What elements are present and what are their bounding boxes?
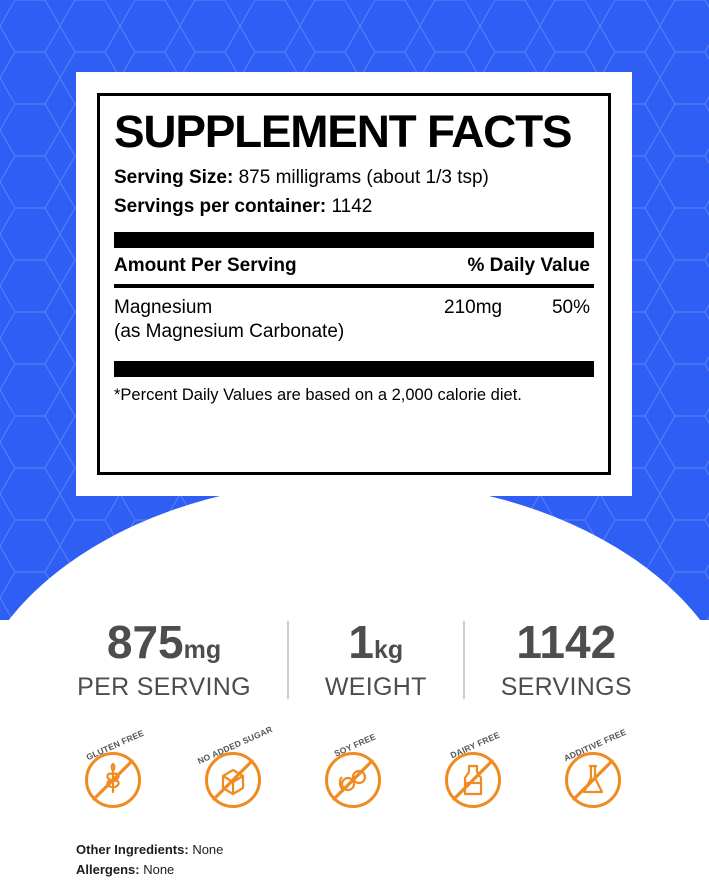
nutrient-name: Magnesium (114, 296, 213, 318)
slash-icon (565, 752, 621, 808)
other-ingredients-value: None (192, 842, 224, 857)
allergens-label: Allergens: (76, 862, 140, 878)
badge-label: DAIRY FREE (448, 729, 501, 761)
slash-icon (85, 752, 141, 808)
stat-per-serving (41, 615, 287, 702)
badge-gluten-free (67, 726, 163, 822)
stat-value: 875 (106, 615, 184, 668)
servings-per-container-label: Servings per container: (114, 195, 327, 217)
daily-value-header: % Daily Value (467, 254, 590, 276)
table-header-row (114, 248, 594, 284)
nutrient-main-line (114, 296, 594, 321)
servings-per-container-row (114, 194, 594, 220)
stat-value-row (501, 615, 632, 668)
slash-icon (325, 752, 381, 808)
nutrient-amount: 210mg (444, 296, 503, 318)
slash-icon (445, 752, 501, 808)
nutrient-daily-value: 50% (551, 296, 590, 318)
thick-rule-bottom (114, 361, 594, 377)
nutrient-source: (as Magnesium Carbonate) (114, 321, 345, 343)
certification-badges (0, 723, 709, 826)
table-row (114, 288, 594, 349)
daily-value-footnote: *Percent Daily Values are based on a 2,000 calorie diet. (114, 385, 522, 404)
badge-dairy-free (427, 726, 523, 822)
thick-rule-top (114, 232, 594, 248)
badge-label: ADDITIVE FREE (561, 726, 628, 764)
stat-value: 1 (348, 615, 374, 668)
slash-icon (205, 752, 261, 808)
stat-value: 1142 (516, 615, 617, 668)
footer-text (76, 840, 636, 880)
supplement-facts-panel (76, 72, 632, 496)
stat-servings (465, 615, 668, 702)
supplement-facts-border (97, 93, 611, 475)
stat-label: SERVINGS (500, 672, 632, 701)
stat-unit: mg (183, 635, 222, 664)
allergens-row (76, 860, 636, 880)
other-ingredients-label: Other Ingredients: (76, 842, 189, 857)
badge-no-added-sugar (187, 723, 283, 822)
badge-label: NO ADDED SUGAR (195, 723, 274, 767)
stat-weight (289, 615, 463, 702)
allergens-value: None (143, 862, 175, 878)
serving-size-label: Serving Size: (114, 167, 234, 189)
stat-label: WEIGHT (324, 672, 427, 701)
stat-unit: kg (373, 635, 404, 664)
supplement-facts-title: SUPPLEMENT FACTS (114, 106, 572, 157)
stats-strip (0, 600, 709, 720)
servings-per-container-value: 1142 (331, 195, 373, 217)
stat-value-row (77, 615, 251, 668)
badge-soy-free (307, 726, 403, 822)
serving-size-value: 875 milligrams (about 1/3 tsp) (238, 167, 489, 189)
badge-label: GLUTEN FREE (84, 727, 145, 763)
badge-label: SOY FREE (332, 731, 377, 759)
amount-per-serving-header: Amount Per Serving (114, 254, 297, 276)
other-ingredients-row (76, 840, 636, 860)
badge-additive-free (547, 726, 643, 822)
stat-value-row (325, 615, 427, 668)
stat-label: PER SERVING (77, 672, 251, 701)
serving-size-row (114, 165, 594, 191)
